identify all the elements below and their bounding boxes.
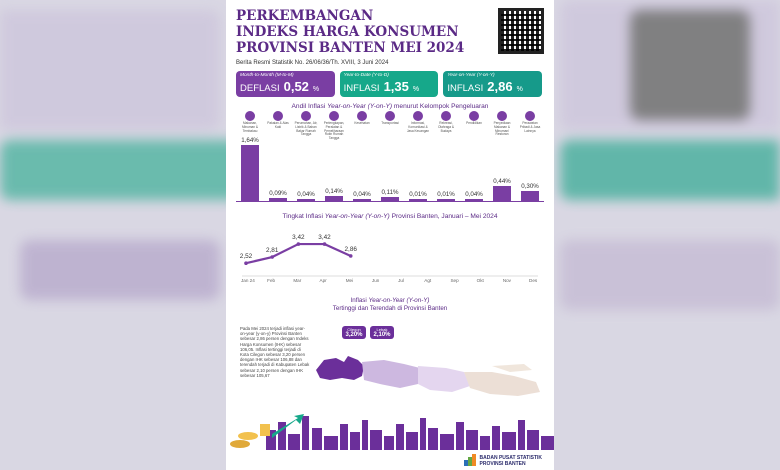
- group-0: [237, 111, 263, 133]
- footer: [226, 450, 554, 470]
- trend-month-label: Des: [529, 278, 538, 283]
- kpi-label: Year-to-Date (Y-to-D): [343, 73, 389, 78]
- phone-icon: [413, 111, 423, 121]
- trend-title: [226, 213, 554, 220]
- andil-bar: [381, 197, 399, 201]
- group-label: Makanan, Minuman & Tembakau: [241, 121, 259, 133]
- kpi-value: 1,35: [383, 79, 409, 94]
- group-4: [349, 111, 375, 126]
- trend-month-label: Mar: [293, 278, 302, 283]
- infographic-title: [236, 8, 464, 56]
- food-icon: [245, 111, 255, 121]
- restaurant-icon: [497, 111, 507, 121]
- andil-bar-label: 0,04%: [297, 191, 315, 198]
- health-icon: [357, 111, 367, 121]
- kpi-label: Year-on-Year (Y-on-Y): [447, 73, 495, 78]
- callout-value: 2,10%: [373, 332, 391, 338]
- trend-month-label: Feb: [267, 278, 276, 283]
- kpi-label: Month-to-Month (M-to-M): [240, 73, 294, 78]
- group-label: Informasi, Komunikasi & Jasa Keuangan: [406, 121, 430, 133]
- map-title-b: Year-on-Year (Y-on-Y): [368, 297, 430, 304]
- group-2: [293, 111, 319, 137]
- trend-point: [349, 254, 353, 258]
- group-label: Perawatan Pribadi & Jasa Lainnya: [519, 121, 541, 133]
- title-line-1: PERKEMBANGAN: [236, 8, 374, 24]
- trend-point-label: 2,52: [239, 253, 253, 261]
- transport-icon: [385, 111, 395, 121]
- trend-title-b: Year-on-Year (Y-on-Y): [324, 213, 390, 220]
- kpi-unit: %: [412, 86, 420, 93]
- education-icon: [469, 111, 479, 121]
- trend-point-label: 3,42: [292, 234, 305, 242]
- group-5: [377, 111, 403, 126]
- shirt-icon: [273, 111, 283, 121]
- andil-bar: [493, 186, 511, 201]
- trend-month-label: Sep: [450, 278, 459, 283]
- trend-point: [323, 242, 327, 246]
- callout-name: Lebak: [376, 327, 388, 332]
- bps-logo-icon: [464, 454, 476, 466]
- kpi-value: 2,86: [487, 79, 513, 94]
- trend-point: [297, 242, 301, 246]
- andil-bar-label: 0,09%: [269, 189, 287, 197]
- andil-bar-label: 0,44%: [493, 177, 511, 185]
- andil-bar: [521, 191, 539, 201]
- bps-line-1: BADAN PUSAT STATISTIK: [479, 455, 542, 461]
- andil-bar: [409, 199, 427, 201]
- andil-bar-label: 0,01%: [437, 191, 455, 198]
- qr-code-icon: [498, 8, 544, 54]
- callout-lowest: [370, 326, 394, 339]
- group-label: Perumahan, Air, Listrik & Bahan Bakar Rumah Tangga: [294, 121, 318, 137]
- andil-bar-label: 0,30%: [521, 182, 539, 190]
- andil-bar: [269, 198, 287, 201]
- house-icon: [301, 111, 311, 121]
- title-line-3: PROVINSI BANTEN MEI 2024: [236, 40, 465, 56]
- personal-care-icon: [525, 111, 535, 121]
- andil-bar-chart: [236, 138, 544, 202]
- trend-month-label: Jun: [371, 278, 380, 283]
- andil-bar-label: 0,04%: [353, 191, 371, 198]
- trend-title-c: Provinsi Banten, Januari – Mei 2024: [389, 213, 498, 220]
- banten-map: [314, 322, 546, 414]
- map-description: Pada Mei 2024 terjadi inflasi year-on-year (y-on-y) Provinsi Banten sebesar 2,86 persen dengan Indeks Harga Konsumen (IHK) sebesar 106,05. Inflasi tertinggi terjadi di Kota Cilegon sebesar 3,20 persen dengan IHK sebesar 106,88 dan terendah terjadi di Kabupaten Lebak sebesar 2,10 persen dengan IHK sebesar 105,67: [240, 326, 310, 378]
- sofa-icon: [329, 111, 339, 121]
- city-skyline-illustration: [226, 406, 554, 452]
- kpi-yony: [443, 71, 542, 97]
- madura-region: [492, 364, 532, 372]
- andil-bar-label: 0,04%: [465, 191, 483, 198]
- group-7: [433, 111, 459, 133]
- group-label: Kesehatan: [354, 121, 370, 125]
- group-label: Rekreasi, Olahraga & Budaya: [437, 121, 455, 133]
- andil-title-a: Andil Inflasi: [291, 103, 328, 110]
- kpi-kind: INFLASI: [343, 83, 380, 94]
- bps-line-2: PROVINSI BANTEN: [479, 461, 526, 467]
- trend-point: [270, 255, 274, 259]
- group-label: Pendidikan: [466, 121, 482, 125]
- trend-point-label: 3,42: [318, 234, 331, 242]
- andil-bar-label: 0,14%: [325, 188, 343, 196]
- andil-title-c: menurut Kelompok Pengeluaran: [392, 103, 489, 110]
- recreation-icon: [441, 111, 451, 121]
- andil-bar: [353, 199, 371, 201]
- andil-title-b: Year-on-Year (Y-on-Y): [327, 103, 393, 110]
- kpi-value: 0,52: [283, 79, 309, 94]
- group-3: [321, 111, 347, 141]
- kpi-ytod: [340, 71, 439, 97]
- map-title-line2: Tertinggi dan Terendah di Provinsi Banten: [332, 304, 448, 312]
- group-1: [265, 111, 291, 130]
- group-label: Pakaian & Alas Kaki: [267, 121, 289, 129]
- andil-bar-label: 0,01%: [409, 191, 427, 198]
- kpi-unit: %: [312, 86, 320, 93]
- andil-title: [226, 103, 554, 110]
- group-label: Transportasi: [381, 121, 399, 125]
- trend-month-label: Mei: [345, 278, 354, 283]
- trend-month-label: Agt: [424, 278, 432, 283]
- kpi-kind: INFLASI: [447, 83, 484, 94]
- bps-name: [480, 455, 543, 467]
- callout-value: 3,20%: [345, 332, 363, 338]
- map-title: [226, 297, 554, 312]
- andil-bar: [437, 199, 455, 201]
- callout-highest: [342, 326, 366, 339]
- andil-bar-label: 0,11%: [381, 189, 399, 197]
- trend-month-label: Jul: [398, 278, 404, 283]
- group-9: [489, 111, 515, 137]
- trend-point-label: 2,86: [344, 245, 357, 253]
- kpi-unit: %: [516, 86, 523, 93]
- kpi-mtom: [236, 71, 335, 97]
- andil-bar: [325, 196, 343, 201]
- map-title-a: Inflasi: [350, 297, 369, 304]
- trend-month-label: Apr: [319, 278, 327, 283]
- trend-month-label: Nov: [502, 278, 511, 283]
- trend-month-label: Jan 24: [241, 278, 255, 283]
- andil-bar: [241, 145, 259, 201]
- release-info: Berita Resmi Statistik No. 26/06/36/Th. XVIII, 3 Juni 2024: [236, 60, 389, 66]
- trend-point-label: 2,81: [265, 247, 279, 255]
- callout-name: Cilegon: [347, 327, 361, 332]
- infographic-panel: [226, 0, 554, 470]
- andil-bar: [297, 199, 315, 201]
- andil-bar-label: 1,64%: [241, 136, 259, 144]
- east-java-region: [464, 372, 540, 396]
- trend-line-chart: [236, 222, 544, 286]
- group-label: Penyediaan Makanan & Minuman/ Restoran: [493, 121, 511, 137]
- title-line-2: INDEKS HARGA KONSUMEN: [236, 24, 459, 40]
- group-label: Perlengkapan, Peralatan & Pemeliharaan Rutin Rumah Tangga: [323, 121, 345, 141]
- group-8: [461, 111, 487, 126]
- kpi-row: [236, 71, 542, 97]
- kpi-kind: DEFLASI: [240, 83, 280, 94]
- banten-region: [316, 356, 364, 380]
- andil-bar: [465, 199, 483, 201]
- group-10: [517, 111, 543, 133]
- group-6: [405, 111, 431, 133]
- trend-title-a: Tingkat Inflasi: [282, 213, 325, 220]
- trend-month-label: Okt: [476, 278, 484, 283]
- trend-point: [244, 261, 248, 265]
- central-java-region: [418, 366, 470, 392]
- west-java-region: [362, 360, 420, 388]
